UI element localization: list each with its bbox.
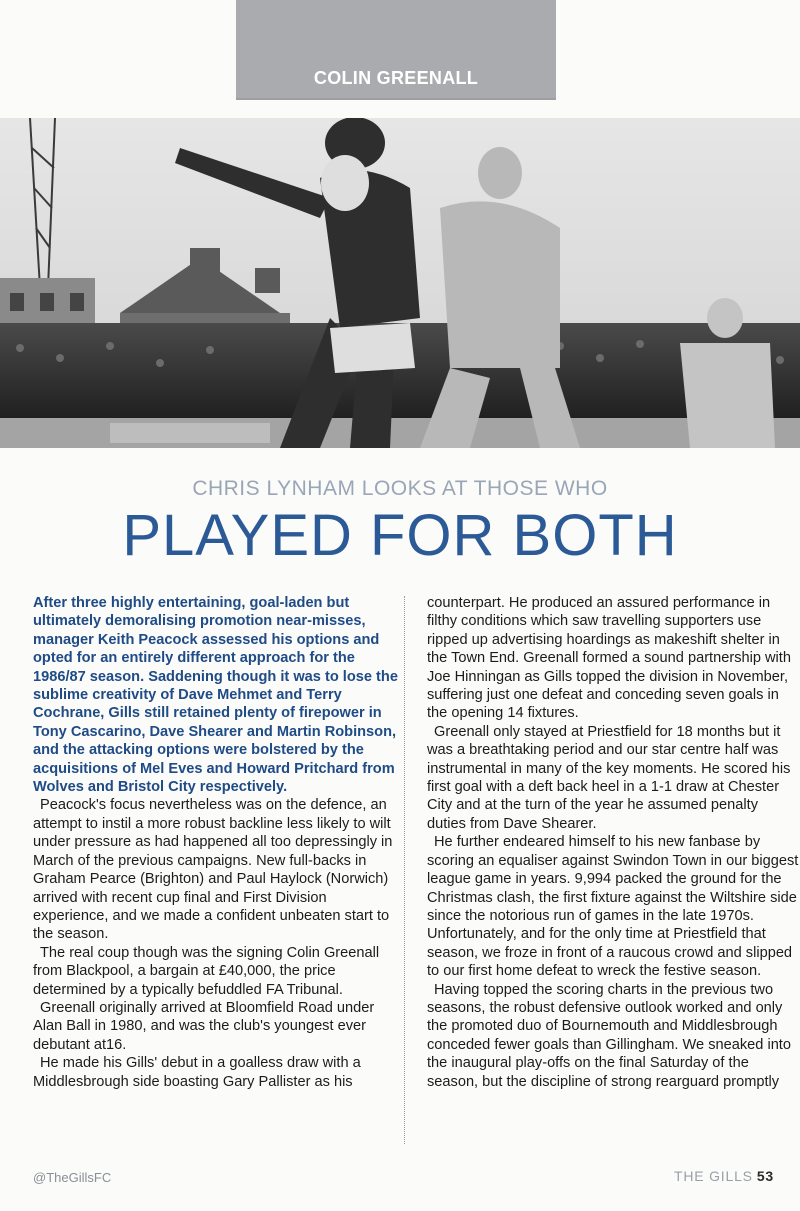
article-column-left	[33, 594, 405, 1091]
publication-name: THE GILLS	[674, 1168, 753, 1184]
match-photo	[0, 118, 800, 448]
social-handle: @TheGillsFC	[33, 1170, 112, 1185]
article-paragraph: Greenall originally arrived at Bloomfield Road under Alan Ball in 1980, and was the club's youngest ever debutant at16.	[33, 999, 375, 1053]
article-paragraph: He further endeared himself to his new fanbase by scoring an equaliser against Swindon Town in our biggest league game in years. 9,994 packed the ground for the Christmas clash, the first fixture against the Wiltshire side since the notorious run of games in the late 1970s. Unfortunately, and for the only time at Priestfield that season, we froze in front of a raucous crowd and slipped to our first home defeat to wreck the festive season.	[427, 834, 799, 980]
article-paragraph: counterpart. He produced an assured performance in filthy conditions which saw travelling supporters use ripped up advertising hoardings as makeshift shelter in the Town End. Greenall formed a sound partnership with Joe Hinningan as Gills topped the division in November, suffering just one defeat and conceding seven goals in the opening 14 fixtures.	[427, 595, 791, 722]
article-paragraph: Peacock's focus nevertheless was on the defence, an attempt to instil a more robust backline less likely to wilt under pressure as had happened all too depressingly in March of the previous campaigns. New full-backs in Graham Pearce (Brighton) and Paul Haylock (Norwich) arrived with recent cup final and First Division experience, and we made a confident unbeaten start to the season.	[33, 797, 393, 943]
article-paragraph: Greenall only stayed at Priestfield for 18 months but it was a breathtaking period and our star centre half was instrumental in many of the key moments. He scored his first goal with a deft back heel in a 1-1 draw at Chester City and at the turn of the year he assumed penalty duties from Dave Shearer.	[427, 723, 791, 832]
article-lede: After three highly entertaining, goal-laden but ultimately demoralising promotion near-misses, manager Keith Peacock assessed his options and opted for an entirely different approach for the 1986/87 season. Saddening though it was to lose the sublime creativity of Dave Mehmet and Terry Cochrane, Gills still retained plenty of firepower in Tony Cascarino, Dave Shearer and Martin Robinson, and the attacking options were bolstered by the acquisitions of Mel Eves and Howard Pritchard from Wolves and Bristol City respectively.	[33, 595, 398, 796]
article-headline: PLAYED FOR BOTH	[122, 503, 678, 568]
article-column-right	[427, 594, 799, 1091]
section-title: COLIN GREENALL	[313, 68, 479, 88]
section-tab	[236, 0, 556, 100]
article-paragraph: He made his Gills' debut in a goalless draw with a Middlesbrough side boasting Gary Pallister as his	[33, 1055, 361, 1090]
article-paragraph: Having topped the scoring charts in the previous two seasons, the robust defensive outlook worked and only the promoted duo of Bournemouth and Middlesbrough conceded fewer goals than Gillingham. We sneaked into the inaugural play-offs on the final Saturday of the season, but the discipline of strong rearguard promptly	[427, 981, 791, 1090]
column-divider	[404, 596, 405, 1144]
article-kicker: CHRIS LYNHAM LOOKS AT THOSE WHO	[192, 477, 608, 500]
page-footer	[674, 1168, 774, 1184]
page-number: 53	[756, 1168, 774, 1184]
article-paragraph: The real coup though was the signing Colin Greenall from Blackpool, a bargain at £40,000, the price determined by a typically befuddled FA Tribunal.	[33, 944, 380, 998]
